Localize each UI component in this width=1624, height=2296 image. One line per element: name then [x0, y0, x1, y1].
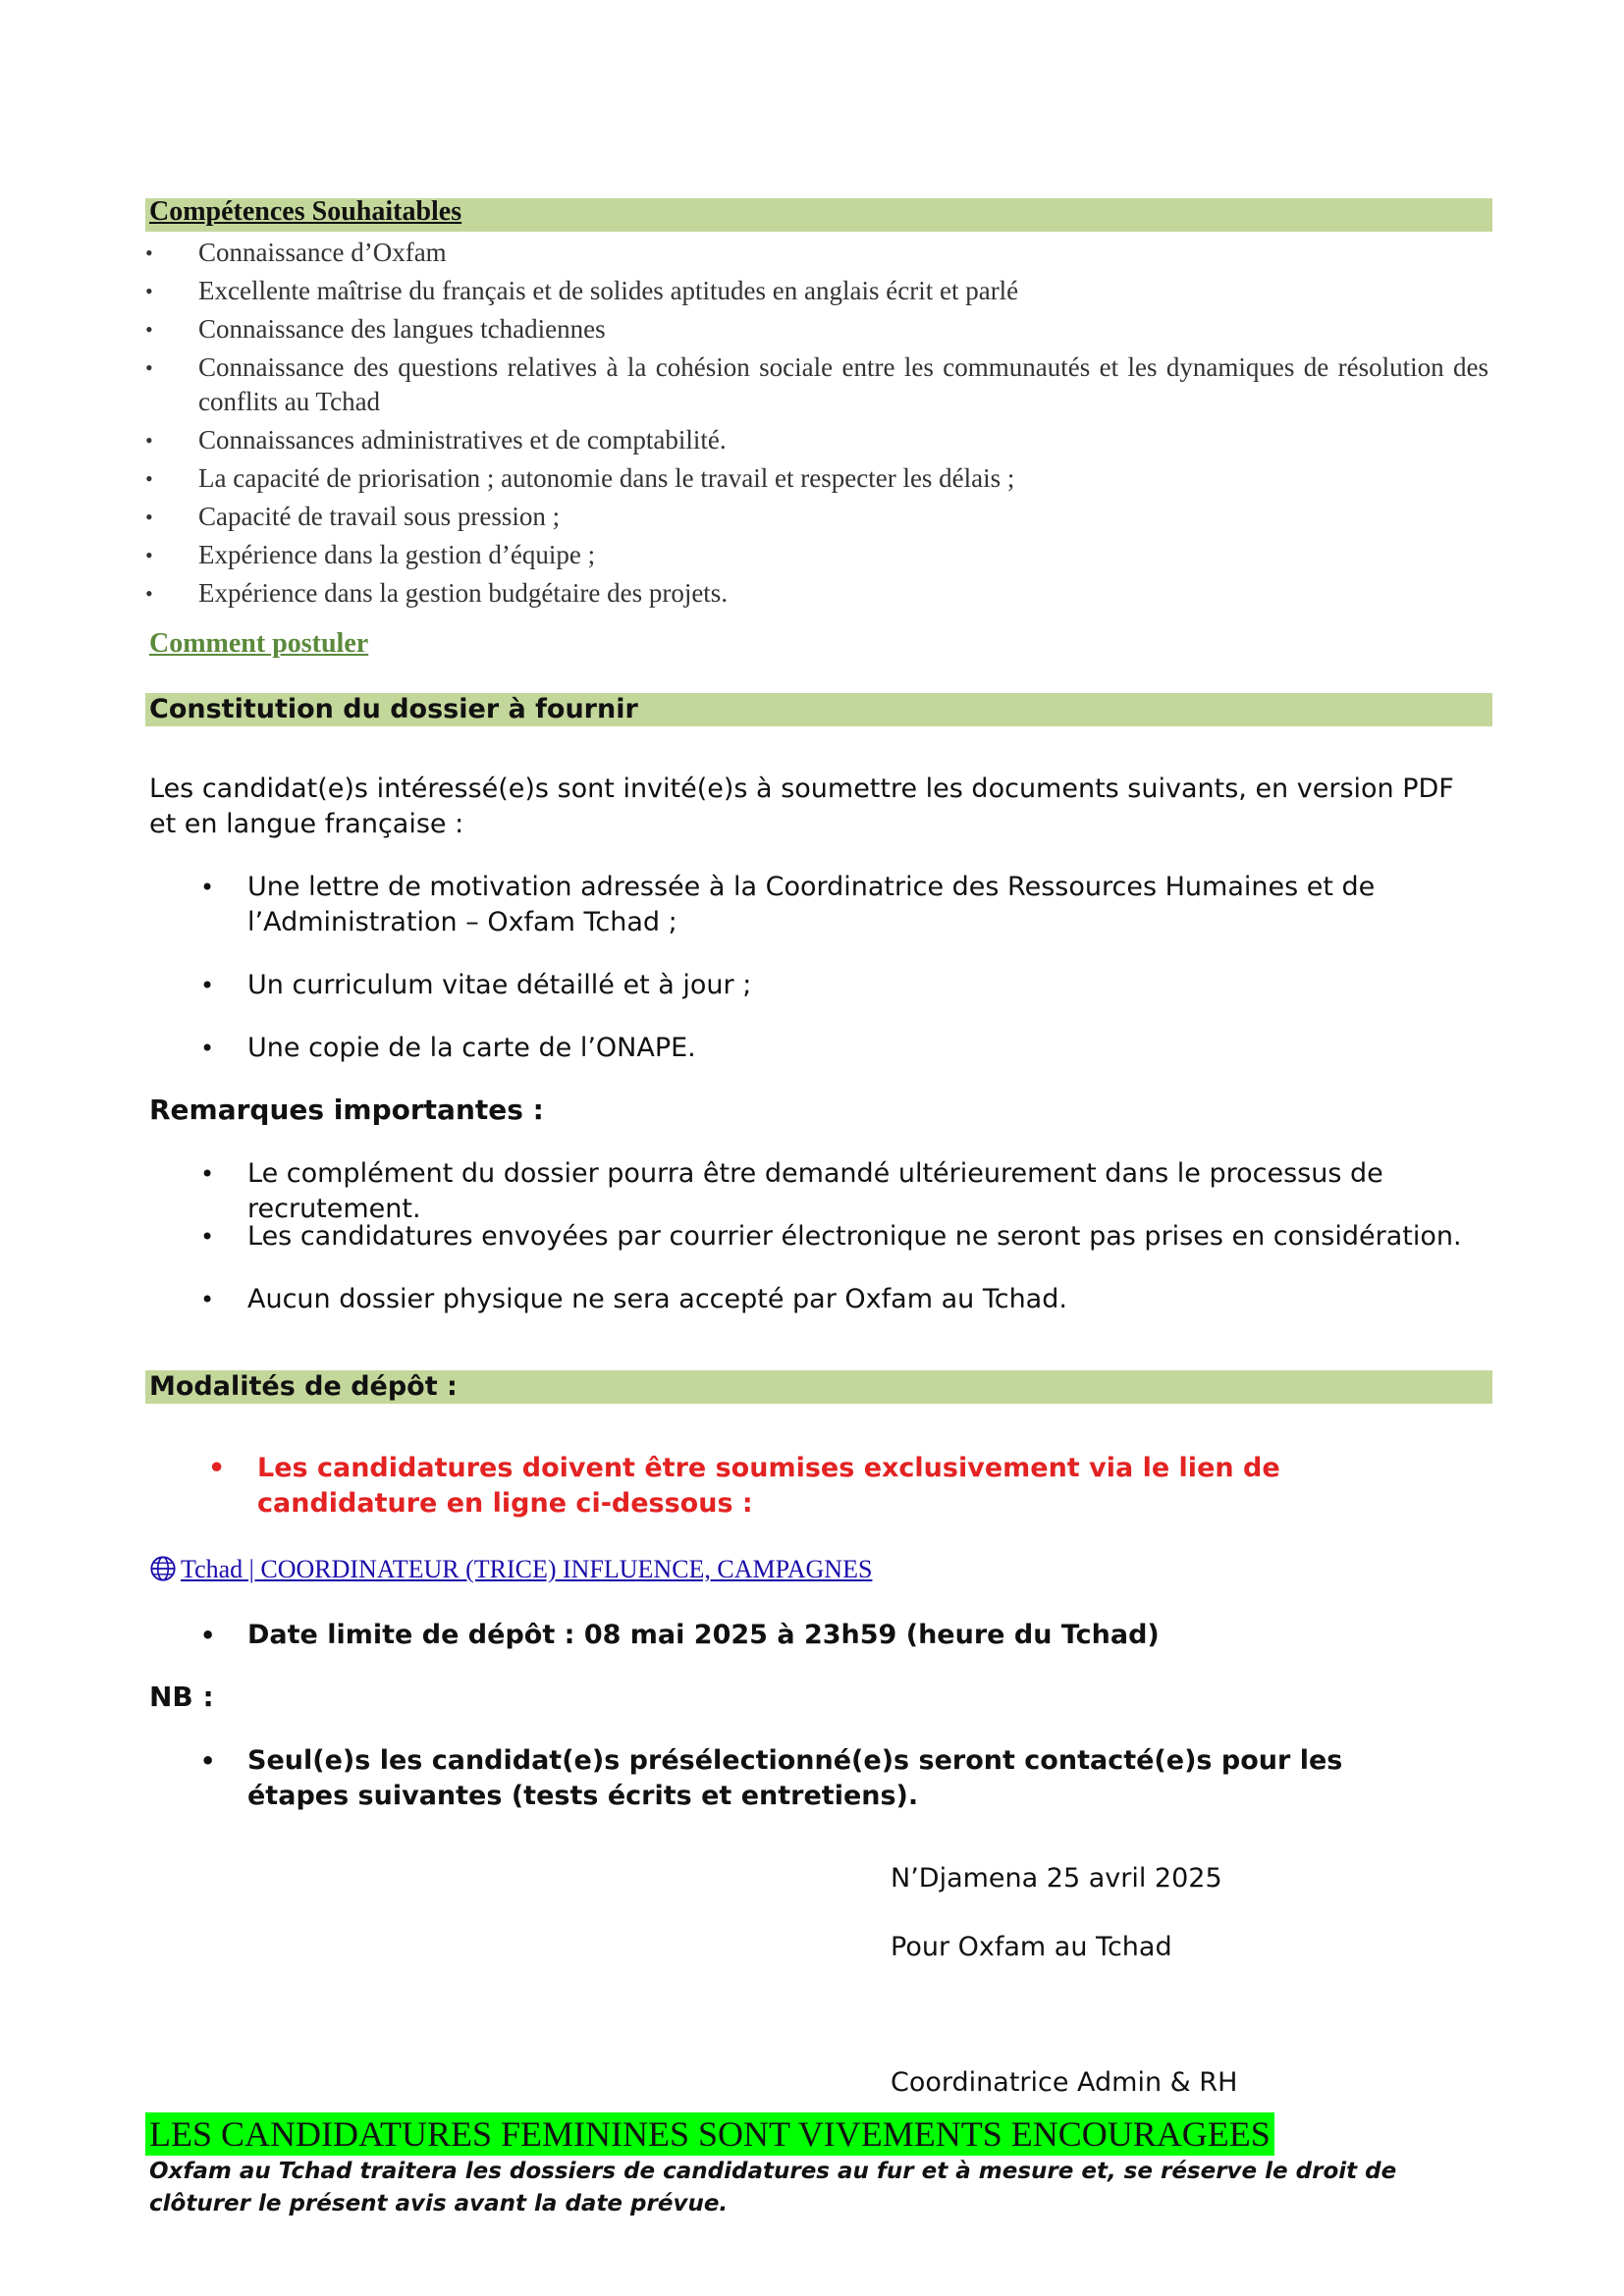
bullet-icon: • — [200, 1223, 215, 1251]
bullet-icon: • — [145, 466, 153, 491]
remarks-heading: Remarques importantes : — [149, 1094, 544, 1126]
document-page: Compétences Souhaitables • Connaissance d’Oxfam • Excellente maîtrise du français et de solides aptitudes en anglais écrit et parlé • Connaissance des langues tchadiennes • Connaissance des questions relatives à la cohésion sociale entre les communautés et les dynamiques de résolution des conflits au Tchad • Connaissances administratives et de comptabilité. • La capacité de priorisation ; autonomie dans le travail et respecter les délais ; • Capacité de travail sous pression ; • Expérience dans la gestion d’équipe ; • Expérience dans la gestion budgétaire des projets. Comment postuler Constitution du dossier à fournir Les candidat(e)s intéressé(e)s sont invité(e)s à soumettre les documents suivants, en version PDF et en langue française : • Une lettre de motivation adressée à la Coordinatrice des Ressources Humaines et de l’Administration – Oxfam Tchad ; • Un curriculum vitae détaillé et à jour ; • Une copie de la carte de l’ONAPE. Remarques importantes : • Le complément du dossier pourra être demandé ultérieurement dans le processus de recrutement. • Les candidatures envoyées par courrier électronique ne seront pas prises en considération. • Aucun dossier physique ne sera accepté par Oxfam au Tchad. Modalités de dépôt : • Les candidatures doivent être soumises exclusivement via le lien de candidature en ligne ci-dessous : Tchad | COORDINATEUR (TRICE) INFLUENCE, CAMPAGNES • Date limite de dépôt : 08 mai 2025 à 23h59 (heure du Tchad) NB : • Seul(e)s les candidat(e)s présélectionné(e)s seront contacté(e)s pour les étapes suivantes (tests écrits et entretiens). N’Djamena 25 avril 2025 Pour Oxfam au Tchad Coordinatrice Admin & RH LES CANDIDATURES FEMININES SONT VIVEMENTS ENCOURAGEES Oxfam au Tchad traitera les dossiers de candidatures au fur et à mesure et, se réserve le droit de clôturer le présent avis avant la date prévue. — [0, 0, 1624, 2296]
application-link-text[interactable]: Tchad | COORDINATEUR (TRICE) INFLUENCE, CAMPAGNES — [181, 1555, 873, 1583]
bullet-icon: • — [145, 240, 153, 265]
bullet-icon: • — [145, 428, 153, 453]
bullet-icon: • — [200, 1160, 215, 1188]
bullet-icon: • — [208, 1453, 226, 1483]
signature-org: Pour Oxfam au Tchad — [891, 1932, 1172, 1962]
signature-role: Coordinatrice Admin & RH — [891, 2067, 1238, 2098]
deposit-heading: Modalités de dépôt : — [149, 1371, 458, 1402]
bullet-icon: • — [145, 543, 153, 567]
bullet-icon: • — [145, 355, 153, 380]
bullet-icon: • — [145, 317, 153, 342]
application-link[interactable] — [149, 1555, 872, 1584]
nb-label: NB : — [149, 1681, 214, 1713]
bullet-icon: • — [200, 1622, 216, 1649]
signature-place-date: N’Djamena 25 avril 2025 — [891, 1863, 1222, 1894]
bullet-icon: • — [200, 1035, 215, 1062]
bullet-icon: • — [200, 972, 215, 999]
dossier-intro: Les candidat(e)s intéressé(e)s sont invité(e)s à soumettre les documents suivants, en version PDF et en langue française : — [149, 774, 1454, 839]
encouragement-banner: LES CANDIDATURES FEMININES SONT VIVEMENTS ENCOURAGEES — [145, 2112, 1274, 2156]
dossier-heading: Constitution du dossier à fournir — [149, 694, 638, 724]
bullet-icon: • — [145, 581, 153, 606]
footer-note: Oxfam au Tchad traitera les dossiers de candidatures au fur et à mesure et, se réserve le droit de clôturer le présent avis avant la date prévue. — [149, 2159, 1397, 2216]
bullet-icon: • — [200, 1747, 216, 1775]
how-to-apply-link[interactable]: Comment postuler — [149, 628, 369, 659]
bullet-icon: • — [145, 279, 153, 303]
globe-icon — [149, 1555, 177, 1582]
bullet-icon: • — [200, 874, 215, 901]
bullet-icon: • — [200, 1286, 215, 1313]
bullet-icon: • — [145, 505, 153, 529]
skills-heading: Compétences Souhaitables — [149, 196, 462, 227]
